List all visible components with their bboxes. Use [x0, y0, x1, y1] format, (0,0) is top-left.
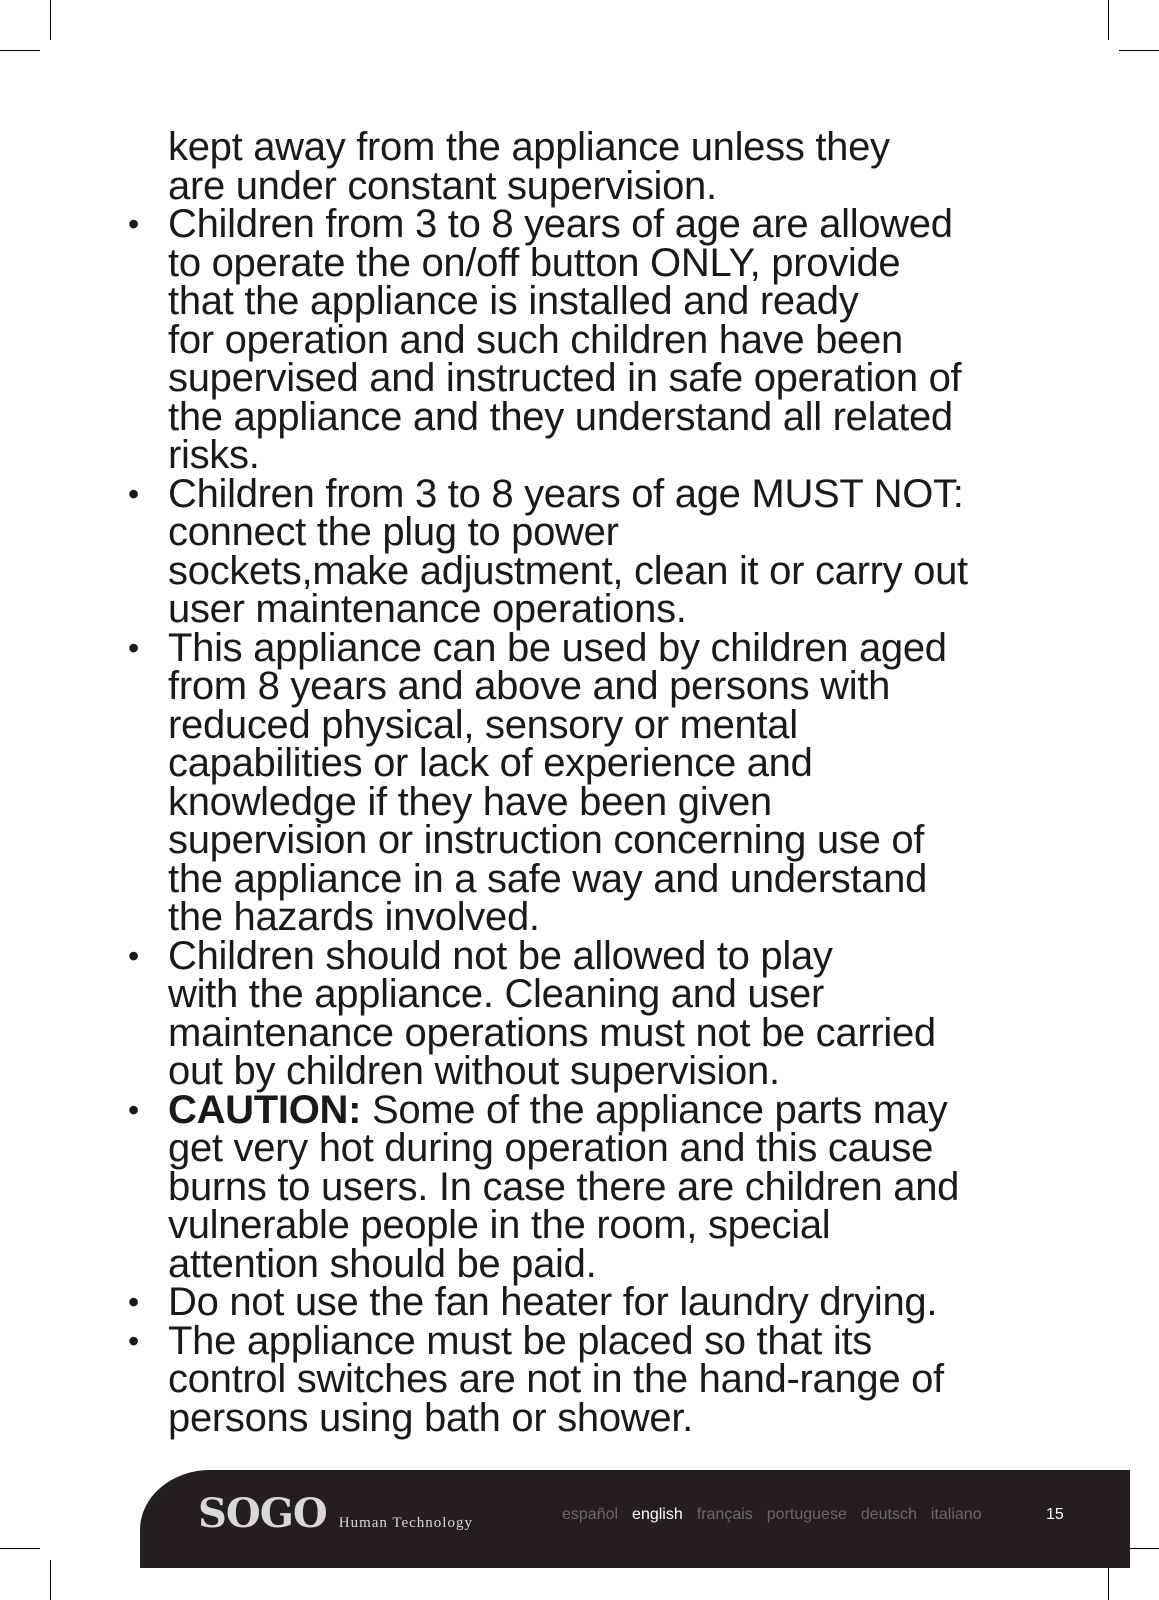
text-line: to operate the on/off button ONLY, provide — [168, 240, 901, 285]
text-line: kept away from the appliance unless they — [168, 125, 890, 169]
text-line: vulnerable people in the room, special — [168, 1203, 831, 1247]
crop-mark — [1108, 0, 1109, 40]
crop-mark — [1119, 50, 1159, 51]
text-line: persons using bath or shower. — [168, 1395, 693, 1440]
text-line: the appliance and they understand all related — [168, 394, 953, 439]
bullet-list — [120, 202, 1060, 1440]
text-line: risks. — [168, 433, 260, 477]
text-line: burns to users. In case there are children and — [168, 1164, 960, 1209]
language-espanol: español — [562, 1506, 619, 1523]
text-line: are under constant supervision. — [168, 163, 717, 208]
brand-tagline: Human Technology — [338, 1515, 473, 1531]
language-francais: français — [696, 1506, 753, 1523]
language-english: english — [632, 1506, 683, 1523]
bullet-item — [120, 933, 1060, 1093]
text-line: This appliance can be used by children aged — [168, 625, 947, 670]
language-deutsch: deutsch — [860, 1506, 917, 1523]
text-line: Children from 3 to 8 years of age are allowed — [168, 202, 953, 246]
text-line: get very hot during operation and this cause — [168, 1126, 934, 1170]
text-line: from 8 years and above and persons with — [168, 664, 891, 708]
text-line: knowledge if they have been given — [168, 779, 772, 824]
text-line: capabilities or lack of experience and — [168, 741, 813, 785]
caution-text: Some of the appliance parts may — [361, 1087, 948, 1132]
language-portuguese: portuguese — [766, 1506, 847, 1523]
bullet-icon: • — [128, 1284, 139, 1320]
caution-label: CAUTION: — [168, 1087, 362, 1132]
text-line: Do not use the fan heater for laundry drying. — [168, 1280, 938, 1324]
brand-logo: SOGO — [198, 1490, 327, 1537]
text-line: supervision or instruction concerning use of — [168, 818, 925, 862]
bullet-icon: • — [128, 937, 139, 974]
bullet-icon: • — [128, 206, 139, 242]
text-line: for operation and such children have been — [168, 317, 903, 362]
text-line: with the appliance. Cleaning and user — [168, 972, 825, 1016]
text-line: reduced physical, sensory or mental — [168, 702, 798, 747]
text-line: Children should not be allowed to play — [168, 933, 833, 978]
bullet-icon: • — [128, 1091, 139, 1128]
bullet-item — [120, 1280, 1060, 1324]
bullet-icon: • — [128, 1322, 139, 1359]
text-line: attention should be paid. — [168, 1241, 597, 1286]
bullet-item-caution — [120, 1087, 1060, 1286]
text-line: control switches are not in the hand-range of — [168, 1357, 944, 1401]
bullet-item — [120, 471, 1060, 631]
bullet-item — [120, 625, 1060, 939]
language-italiano: italiano — [930, 1506, 982, 1523]
text-line: Children from 3 to 8 years of age MUST NOT: — [168, 471, 964, 516]
text-line: sockets,make adjustment, clean it or carry out — [168, 548, 968, 593]
bullet-icon: • — [128, 629, 139, 666]
text-line: the hazards involved. — [168, 895, 540, 939]
crop-mark — [0, 1548, 40, 1549]
bullet-icon: • — [128, 475, 139, 512]
brand — [198, 1490, 473, 1537]
text-line: The appliance must be placed so that its — [168, 1318, 872, 1363]
footer-bar — [140, 1470, 1130, 1568]
crop-mark — [50, 0, 51, 40]
text-line: the appliance in a safe way and understand — [168, 856, 928, 901]
bullet-item — [120, 1318, 1060, 1440]
text-line: supervised and instructed in safe operation of — [168, 356, 962, 400]
crop-mark — [50, 1560, 51, 1600]
text-line: maintenance operations must not be carried — [168, 1010, 936, 1055]
text-line: user maintenance operations. — [168, 587, 687, 631]
text-line — [168, 1087, 1060, 1132]
text-line: connect the plug to power — [168, 510, 619, 554]
text-line: out by children without supervision. — [168, 1049, 780, 1093]
bullet-item — [120, 202, 1060, 477]
continued-paragraph — [168, 125, 1060, 208]
safety-instructions — [120, 125, 1060, 1440]
crop-mark — [0, 50, 40, 51]
page-number: 15 — [1046, 1506, 1064, 1523]
text-line: that the appliance is installed and ready — [168, 279, 859, 323]
language-list — [562, 1506, 982, 1524]
